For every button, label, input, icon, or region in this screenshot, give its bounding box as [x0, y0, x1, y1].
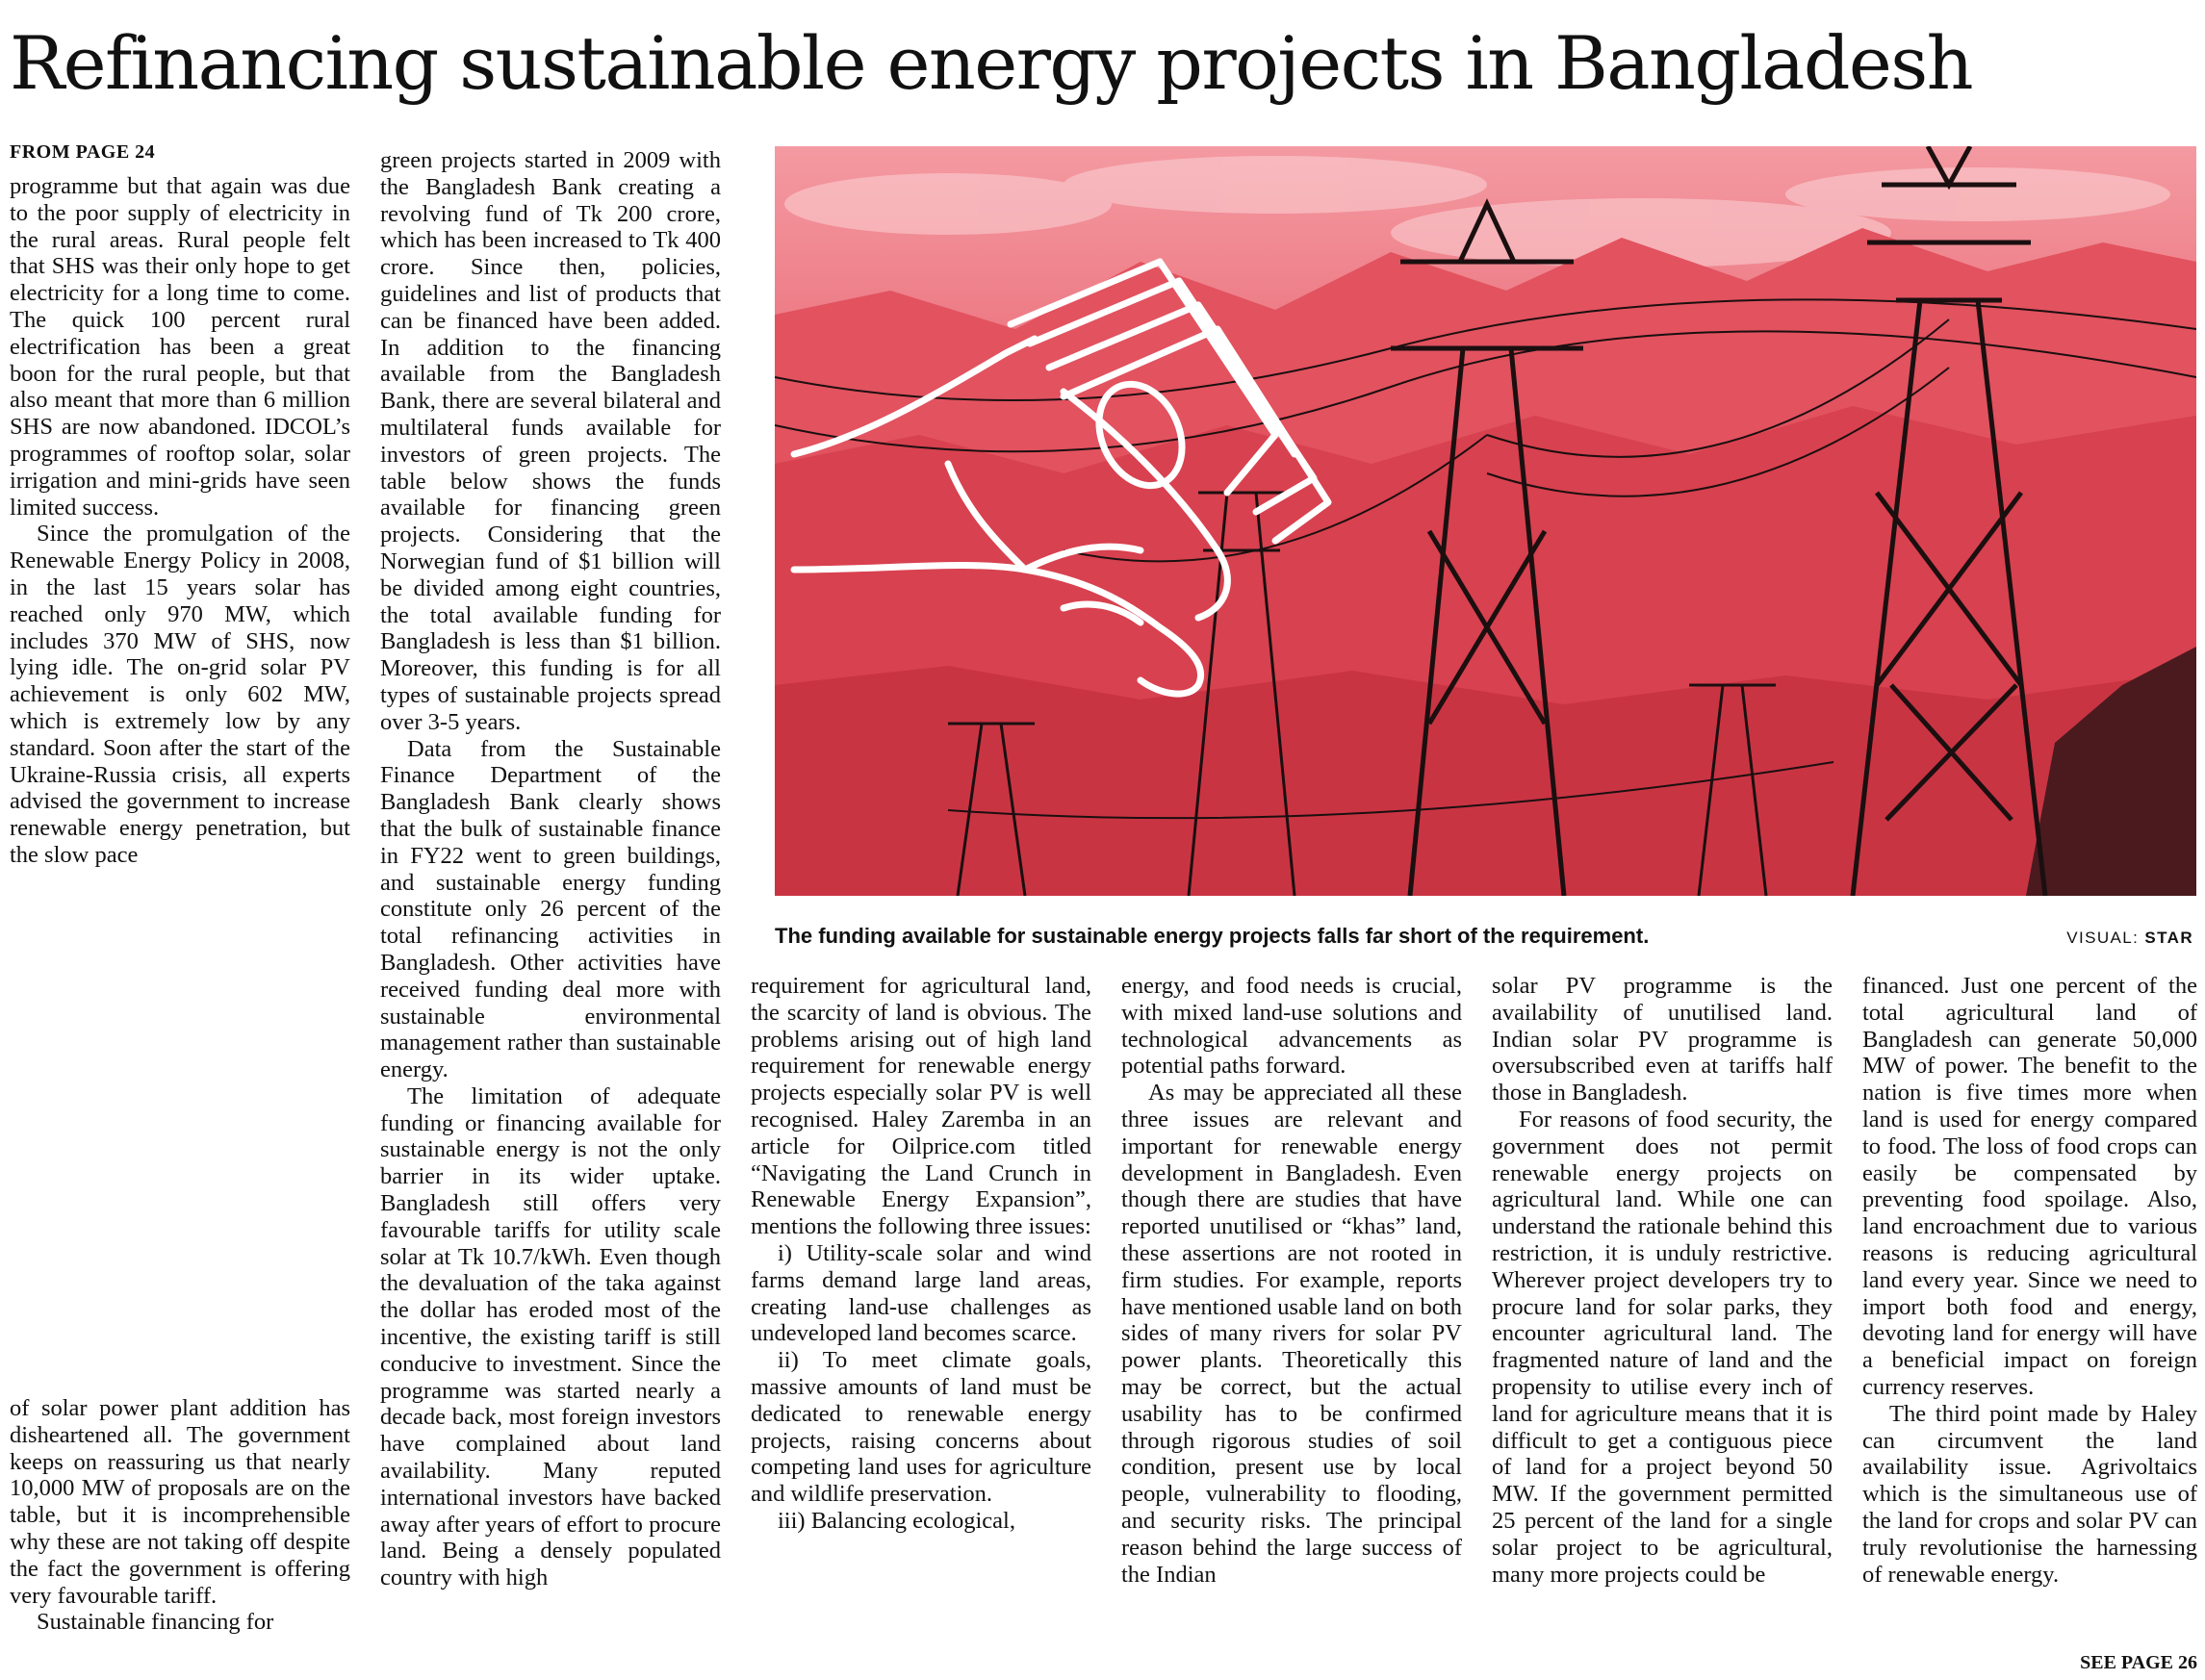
paragraph: Data from the Sustainable Finance Department of the Bangladesh Bank clearly shows that the bulk of sustainable finance in FY22 went to green buildings, and sustainable energy funding constitute only 26 percent of the total refinancing activities in Bangladesh. Other activities have received funding deal more with sustainable environmental management rather than sustainable energy.	[380, 735, 721, 1083]
image-credit	[2066, 929, 2193, 948]
article-column-3	[751, 973, 1091, 1680]
article-column-4	[1121, 973, 1462, 1680]
list-item: i) Utility-scale solar and wind farms demand large land areas, creating land-use challenges as undeveloped land becomes scarce.	[751, 1239, 1091, 1347]
paragraph: As may be appreciated all these three issues are relevant and important for renewable energy development in Bangladesh. Even though there are studies that have reported unutilised or “khas” land, these assertions are not rooted in firm studies. For example, reports have mentioned usable land on both sides of many rivers for solar PV power plants. Theoretically this may be correct, but the actual usability has to be confirmed through rigorous studies of soil condition, present use by local people, vulnerability to flooding, and security risks. The principal reason behind the large success of the Indian	[1121, 1080, 1462, 1588]
article-column-5	[1492, 973, 1833, 1680]
paragraph: Sustainable financing for	[37, 1609, 274, 1636]
pylon-and-hand-illustration	[775, 146, 2196, 896]
continued-on-label: SEE PAGE 26	[2080, 1652, 2197, 1673]
article-column-6	[1862, 973, 2197, 1608]
paragraph: requirement for agricultural land, the scarcity of land is obvious. The problems arising out of high land requirement for renewable energy projects especially solar PV is well recognised. Haley Zaremba in an article for Oilprice.com titled “Navigating the Land Crunch in Renewable Energy Expansion”, mentions the following three issues:	[751, 973, 1091, 1240]
headline: Refinancing sustainable energy projects in Bangladesh	[10, 20, 1973, 106]
paragraph: financed. Just one percent of the total agricultural land of Bangladesh can generate 50,000 MW of power. The benefit to the nation is five times more when land is used for energy compared to food. The loss of food crops can easily be compensated by preventing food spoilage. Also, land encroachment due to various reasons is reducing agricultural land every year. Since we need to import both food and energy, devoting land for energy will have a beneficial impact on foreign currency reserves.	[1862, 973, 2197, 1400]
paragraph: Since the promulgation of the Renewable Energy Policy in 2008, in the last 15 years solar has reached only 970 MW, which includes 370 MW of SHS, now lying idle. The on-grid solar PV achievement is only 602 MW, which is extremely low by any standard. Soon after the start of the Ukraine-Russia crisis, all experts advised the government to increase renewable energy penetration, but the slow pace	[10, 521, 350, 868]
image-caption: The funding available for sustainable energy projects falls far short of the requirement.	[775, 924, 1650, 948]
paragraph: green projects started in 2009 with the Bangladesh Bank creating a revolving fund of Tk 200 crore, which has been increased to Tk 400 crore. Since then, policies, guidelines and list of products that can be financed have been added. In addition to the financing available from the Bangladesh Bank, there are several bilateral and multilateral funds available for investors of green projects. The table below shows the funds available for financing green projects. Considering that the Norwegian fund of $1 billion will be divided among eight countries, the total available funding for Bangladesh is less than $1 billion. Moreover, this funding is for all types of sustainable projects spread over 3-5 years.	[380, 147, 721, 735]
paragraph: of solar power plant addition has disheartened all. The government keeps on reassuring us that nearly 10,000 MW of proposals are on the table, but it is incomprehensible why these are not taking off despite the fact the government is offering very favourable tariff.	[10, 1395, 350, 1609]
paragraph: solar PV programme is the availability of unutilised land. Indian solar PV programme is oversubscribed even at tariffs half those in Bangladesh.	[1492, 973, 1833, 1107]
article-column-1	[10, 173, 350, 924]
list-item: iii) Balancing ecological,	[778, 1507, 1015, 1534]
paragraph: The third point made by Haley can circumvent the land availability issue. Agrivoltaics which is the simultaneous use of the land for crops and solar PV can truly revolutionise the harnessing of renewable energy.	[1862, 1400, 2197, 1588]
article-illustration	[775, 146, 2196, 896]
image-credit-prefix: VISUAL:	[2066, 929, 2145, 947]
paragraph: For reasons of food security, the government does not permit renewable energy projects on agricultural land. While one can understand the rationale behind this restriction, it is unduly restrictive. Wherever project developers try to procure land for solar parks, they encounter agricultural land. The fragmented nature of land and the propensity to utilise every inch of land for agriculture means that it is difficult to get a contiguous piece of land for a project beyond 50 MW. If the government permitted 25 percent of the land for a single solar project to be agricultural, many more projects could be	[1492, 1106, 1833, 1588]
article-column-2	[380, 147, 721, 1680]
article-column-1-continued	[10, 1395, 350, 1680]
paragraph: The limitation of adequate funding or financing available for sustainable energy is not the only barrier in its wider uptake. Bangladesh still offers very favourable tariffs for utility scale solar at Tk 10.7/kWh. Even though the devaluation of the taka against the dollar has eroded most of the incentive, the existing tariff is still conducive to investment. Since the programme was started nearly a decade back, most foreign investors have complained about land availability. Many reputed international investors have backed away after years of effort to procure land. Being a densely populated country with high	[380, 1082, 721, 1591]
continued-from-label: FROM PAGE 24	[10, 141, 156, 163]
paragraph: energy, and food needs is crucial, with mixed land-use solutions and technological advancements as potential paths forward.	[1121, 973, 1462, 1080]
paragraph: programme but that again was due to the poor supply of electricity in the rural areas. Rural people felt that SHS was their only hope to get electricity for a long time to come. The quick 100 percent rural electrification has been a great boon for the rural people, but that also meant that more than 6 million SHS are now abandoned. IDCOL’s programmes of rooftop solar, solar irrigation and mini-grids have seen limited success.	[10, 173, 350, 521]
list-item: ii) To meet climate goals, massive amounts of land must be dedicated to renewable energy projects, raising concerns about competing land uses for agriculture and wildlife preservation.	[751, 1347, 1091, 1508]
image-credit-name: STAR	[2144, 929, 2193, 947]
